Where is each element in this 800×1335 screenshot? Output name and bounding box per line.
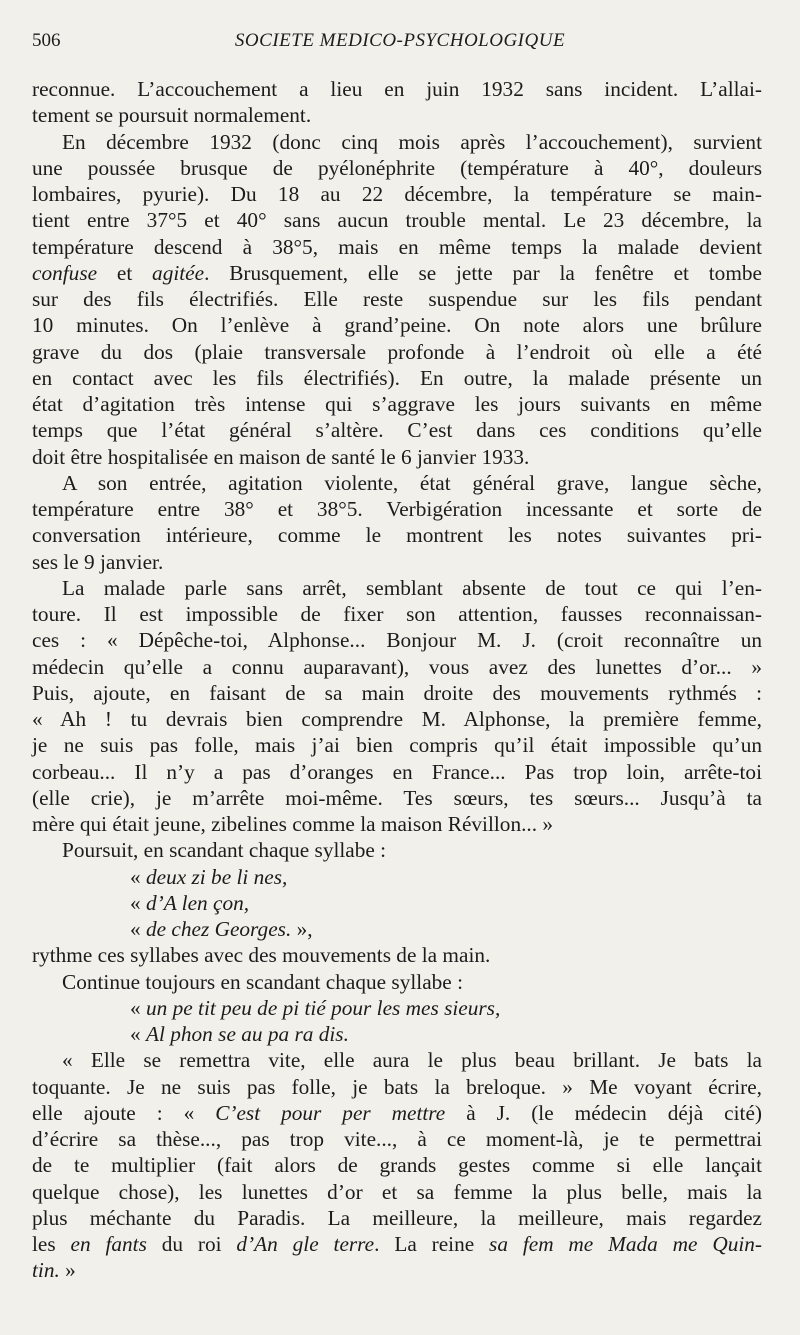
body-text [32,76,762,1284]
text-line: doit être hospitalisée en maison de santé le 6 janvier 1933. [32,444,530,469]
italic-span: agitée [152,260,205,285]
text-span: « [130,864,146,889]
text-span: du roi [146,1232,237,1256]
text-span: « [130,995,146,1020]
text-line: grave du dos (plaie transversale profonde à l’endroit où elle a été [32,339,762,364]
text-span: à J. (le médecin déjà cité) [445,1100,762,1125]
italic-span: deux zi be li nes, [145,864,288,889]
text-line [32,864,762,890]
text-span: », [291,917,313,941]
text-line: d’écrire sa thèse..., pas trop vite..., à ce moment-là, je te permettrai [32,1127,762,1151]
text-line [32,260,762,286]
italic-span: en fants [70,1232,147,1256]
text-line: Continue toujours en scandant chaque syllabe : [62,969,463,994]
text-span: . Brusquement, elle se jette par la fenêtre et tombe [204,260,762,285]
text-line: en contact avec les fils électrifiés). En outre, la malade présente un [32,365,762,390]
text-line: tient entre 37°5 et 40° sans aucun trouble mental. Le 23 décembre, la [32,208,762,233]
italic-span: tin. [32,1258,60,1283]
italic-span: d’An gle terre [236,1232,375,1256]
text-line: plus méchante du Paradis. La meilleure, la meilleure, mais regardez [32,1205,762,1230]
text-line [32,1231,762,1257]
text-line: reconnue. L’accouchement a lieu en juin 1932 sans incident. L’allai- [32,77,762,101]
italic-span: Al phon se au pa ra dis. [145,1022,349,1046]
text-line: je ne suis pas folle, mais j’ai bien compris qu’il était impossible qu’un [32,733,762,758]
text-line: sur des fils électrifiés. Elle reste suspendue sur les fils pendant [32,287,762,311]
text-span: . La reine [374,1232,490,1256]
text-line: rythme ces syllabes avec des mouvements de la main. [32,943,491,968]
text-line: En décembre 1932 (donc cinq mois après l’accouchement), survient [62,129,762,154]
text-span: « [130,917,146,941]
text-span: les [32,1232,71,1256]
text-line: de te multiplier (fait alors de grands gestes comme si elle lançait [32,1153,762,1178]
text-span: elle ajoute : « [32,1100,216,1125]
text-line [32,995,762,1021]
italic-span: confuse [32,260,98,285]
text-line: mère qui était jeune, zibelines comme la maison Révillon... » [32,812,554,836]
text-line: corbeau... Il n’y a pas d’oranges en France... Pas trop loin, arrête-toi [32,759,762,784]
italic-span: un pe tit peu de pi tié pour les mes sieurs, [145,995,501,1020]
text-line: Poursuit, en scandant chaque syllabe : [62,838,387,863]
text-line: Puis, ajoute, en faisant de sa main droite des mouvements rythmés : [32,680,762,705]
text-span: « [130,890,146,915]
text-line: toure. Il est impossible de fixer son attention, fausses reconnaissan- [32,602,762,626]
text-line [32,890,762,916]
running-title: SOCIETE MEDICO-PSYCHOLOGIQUE [234,30,566,51]
italic-span: C’est pour per mettre [215,1100,446,1125]
text-line: La malade parle sans arrêt, semblant absente de tout ce qui l’en- [62,575,762,600]
text-line: ses le 9 janvier. [32,549,164,574]
italic-span: d’A len çon, [145,890,250,915]
text-line: A son entrée, agitation violente, état général grave, langue sèche, [62,470,762,495]
text-line: état d’agitation très intense qui s’aggrave les jours suivants en même [32,392,762,416]
page-number: 506 [32,30,61,51]
text-span: » [59,1258,76,1283]
text-line: 10 minutes. On l’enlève à grand’peine. On note alors une brûlure [32,313,762,338]
text-line: conversation intérieure, comme le montrent les notes suivantes pri- [32,523,762,548]
text-line: (elle crie), je m’arrête moi-même. Tes sœurs, tes sœurs... Jusqu’à ta [32,785,762,810]
text-line: « Ah ! tu devrais bien comprendre M. Alphonse, la première femme, [32,707,762,731]
text-line: quelque chose), les lunettes d’or et sa femme la plus belle, mais la [32,1179,762,1204]
text-line [32,1021,762,1047]
page-header [32,30,768,56]
italic-span: de chez Georges. [145,917,292,941]
italic-span: sa fem me Mada me Quin- [489,1232,763,1256]
text-line: toquante. Je ne suis pas folle, je bats la breloque. » Me voyant écrire, [32,1074,762,1099]
text-line: température descend à 38°5, mais en même temps la malade devient [32,234,762,259]
text-line [32,916,762,942]
text-line: température entre 38° et 38°5. Verbigération incessante et sorte de [32,497,762,521]
text-line: temps que l’état général s’altère. C’est dans ces conditions qu’elle [32,418,762,443]
text-line: tement se poursuit normalement. [32,103,312,128]
text-line: ces : « Dépêche-toi, Alphonse... Bonjour M. J. (croit reconnaître un [32,628,762,653]
text-line [32,1100,762,1126]
text-span: et [97,260,153,285]
text-line: une poussée brusque de pyélonéphrite (température à 40°, douleurs [32,155,762,180]
text-span: « [130,1022,146,1046]
text-line: médecin qu’elle a connu auparavant), vous avez des lunettes d’or... » [32,654,762,679]
text-line: « Elle se remettra vite, elle aura le plus beau brillant. Je bats la [62,1048,762,1073]
text-line [32,1257,762,1283]
text-line: lombaires, pyurie). Du 18 au 22 décembre, la température se main- [32,182,762,206]
